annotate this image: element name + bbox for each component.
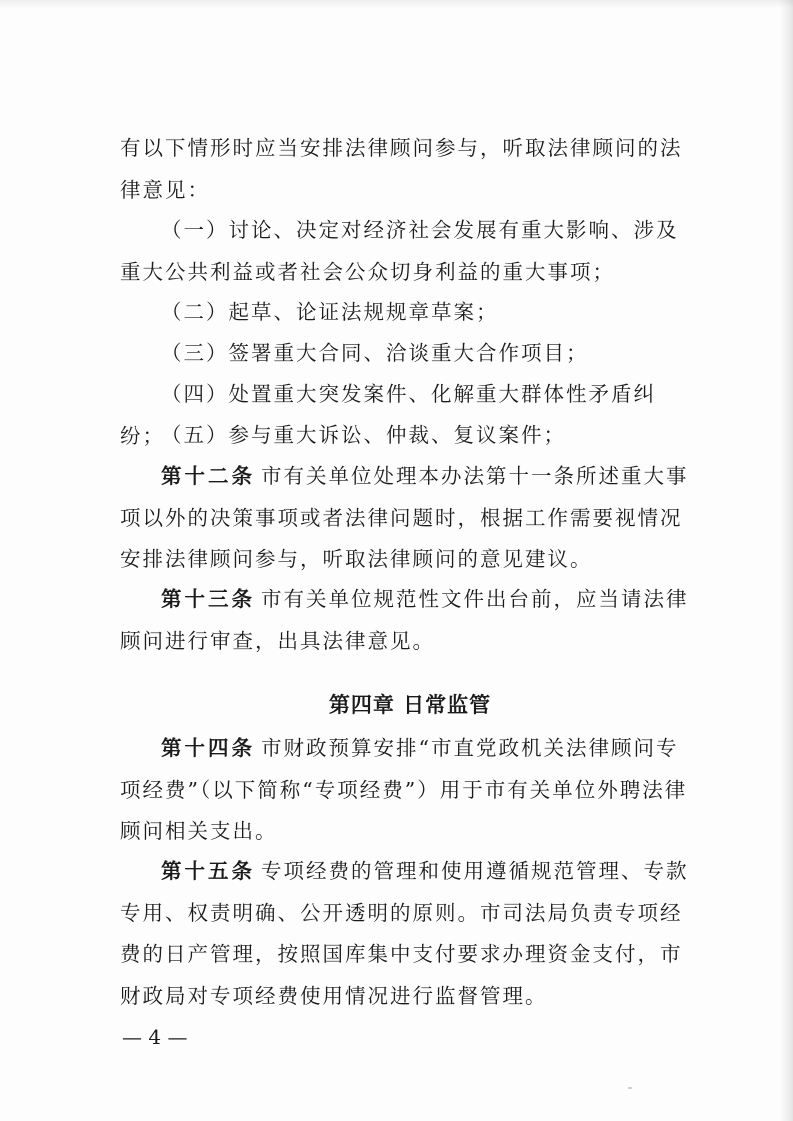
scan-top-shadow xyxy=(0,0,793,8)
article-heading: 第十四条 xyxy=(161,736,255,760)
article-text: 市财政预算安排“市直党政机关法律顾问专项经费”（以下简称“专项经费”）用于市有关单位外聘法律顾问相关支出。 xyxy=(120,736,688,843)
scan-speck xyxy=(628,1087,632,1089)
article-14 xyxy=(120,728,700,853)
article-heading: 第十二条 xyxy=(161,464,255,488)
list-item-text: （五）参与重大诉讼、仲裁、复议案件； xyxy=(161,423,566,447)
page-number: — 4 — xyxy=(122,1025,188,1049)
list-item-text: （四）处置重大突发案件、化解重大群体性矛盾纠纷； xyxy=(120,382,656,448)
chapter-title: 第四章 日常监管 xyxy=(328,693,492,717)
article-text: 专项经费的管理和使用遵循规范管理、专款专用、权责明确、公开透明的原则。市司法局负责专项经费的日产管理，按照国库集中支付要求办理资金支付，市财政局对专项经费使用情况进行监督管理。 xyxy=(120,859,689,1008)
list-item-2 xyxy=(120,292,700,334)
list-item-3 xyxy=(120,333,700,375)
article-13 xyxy=(120,579,700,662)
article-heading: 第十三条 xyxy=(161,587,255,611)
article-heading: 第十五条 xyxy=(161,859,255,883)
list-item-text: （一）讨论、决定对经济社会发展有重大影响、涉及重大公共利益或者社会公众切身利益的重大事项； xyxy=(120,218,679,284)
article-text: 市有关单位规范性文件出台前，应当请法律顾问进行审查，出具法律意见。 xyxy=(120,587,689,653)
list-item-1 xyxy=(120,210,700,293)
article-text: 市有关单位处理本办法第十一条所述重大事项以外的决策事项或者法律问题时，根据工作需要视情况安排法律顾问参与，听取法律顾问的意见建议。 xyxy=(120,464,689,571)
scan-edge-shadow xyxy=(779,0,793,1121)
list-item-text: （三）签署重大合同、洽谈重大合作项目； xyxy=(161,341,589,365)
paragraph-text: 有以下情形时应当安排法律顾问参与，听取法律顾问的法律意见： xyxy=(120,136,683,202)
article-12 xyxy=(120,456,700,581)
list-item-text: （二）起草、论证法规规章草案； xyxy=(161,300,499,324)
paragraph-continuation xyxy=(120,128,700,211)
article-15 xyxy=(120,851,700,1017)
list-item-5 xyxy=(120,415,700,457)
